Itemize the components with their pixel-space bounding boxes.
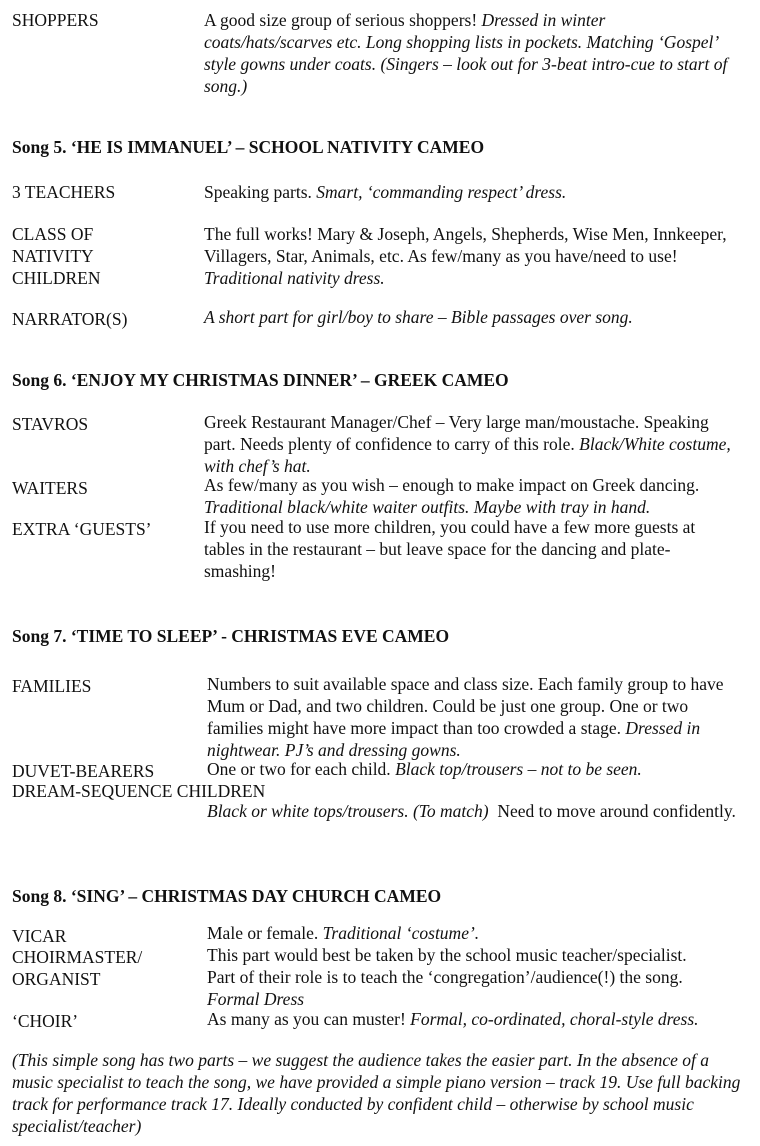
desc-shoppers — [204, 9, 734, 97]
desc-duvet-italic: Black top/trousers – not to be seen. — [395, 759, 642, 779]
role-choirmaster-organist — [12, 946, 142, 990]
role-class-line2: NATIVITY — [12, 246, 94, 266]
desc-stavros — [204, 411, 734, 477]
desc-class-plain: The full works! Mary & Joseph, Angels, Shepherds, Wise Men, Innkeeper, Villagers, Star, Animals, etc. As few/many as you have/need to use! — [204, 224, 727, 266]
desc-vicar — [207, 922, 737, 944]
role-families: FAMILIES — [12, 676, 92, 696]
desc-shoppers-italic: Dressed in winter coats/hats/scarves etc. Long shopping lists in pockets. Matching ‘Gospel’ style gowns under coats. (Singers – look out for 3-beat intro-cue to start of song.) — [204, 10, 728, 96]
desc-choirmaster-line2: Part of their role is to teach the ‘congregation’/audience(!) the song. — [207, 967, 683, 987]
role-choirmaster-line1: CHOIRMASTER/ — [12, 947, 143, 967]
desc-stavros-italic: Black/White costume, with chef’s hat. — [204, 434, 731, 476]
role-choir: ‘CHOIR’ — [12, 1011, 79, 1031]
desc-dream — [207, 800, 737, 822]
desc-choirmaster-line3: Formal Dress — [207, 989, 305, 1009]
song7-heading: Song 7. ‘TIME TO SLEEP’ - CHRISTMAS EVE CAMEO — [12, 626, 450, 646]
role-waiters: WAITERS — [12, 478, 88, 498]
role-stavros: STAVROS — [12, 414, 89, 434]
desc-families-plain: Numbers to suit available space and class size. Each family group to have Mum or Dad, and two children. Could be just one group. One or two families might have more impact than too crowded a stage. — [207, 674, 724, 738]
desc-vicar-plain: Male or female. — [207, 923, 323, 943]
role-extra-guests: EXTRA ‘GUESTS’ — [12, 519, 152, 539]
role-narrator: NARRATOR(S) — [12, 309, 128, 329]
role-class-line1: CLASS OF — [12, 224, 94, 244]
song6-heading: Song 6. ‘ENJOY MY CHRISTMAS DINNER’ – GREEK CAMEO — [12, 370, 509, 390]
role-shoppers: SHOPPERS — [12, 10, 99, 30]
desc-duvet — [207, 758, 737, 780]
role-duvet-bearers: DUVET-BEARERS — [12, 761, 155, 781]
role-class-of-nativity-children — [12, 223, 100, 289]
song8-heading: Song 8. ‘SING’ – CHRISTMAS DAY CHURCH CAMEO — [12, 886, 442, 906]
desc-waiters — [204, 474, 734, 518]
desc-dream-italic: Black or white tops/trousers. (To match) — [207, 801, 489, 821]
desc-choirmaster — [207, 944, 752, 1010]
desc-families — [207, 673, 737, 761]
desc-choir — [207, 1008, 752, 1030]
footnote: (This simple song has two parts – we suggest the audience takes the easier part. In the absence of a music specialist to teach the song, we have provided a simple piano version – track 19. Use full backing track for performance track 17. Ideally conducted by confident child – otherwise by school music specialist/teacher) — [12, 1050, 741, 1136]
desc-stavros-plain: Greek Restaurant Manager/Chef – Very large man/moustache. Speaking part. Needs plenty of confidence to carry of this role. — [204, 412, 709, 454]
role-choirmaster-line2: ORGANIST — [12, 969, 101, 989]
role-3-teachers: 3 TEACHERS — [12, 182, 116, 202]
song5-heading: Song 5. ‘HE IS IMMANUEL’ – SCHOOL NATIVITY CAMEO — [12, 137, 485, 157]
desc-teachers-italic: Smart, ‘commanding respect’ dress. — [316, 182, 567, 202]
desc-duvet-plain: One or two for each child. — [207, 759, 396, 779]
desc-class-italic: Traditional nativity dress. — [204, 268, 385, 288]
desc-waiters-italic: Traditional black/white waiter outfits. Maybe with tray in hand. — [204, 497, 651, 517]
role-class-line3: CHILDREN — [12, 268, 101, 288]
desc-narrator-italic: A short part for girl/boy to share – Bible passages over song. — [204, 307, 633, 327]
role-vicar: VICAR — [12, 926, 67, 946]
desc-teachers-plain: Speaking parts. — [204, 182, 317, 202]
desc-dream-plain: Need to move around confidently. — [488, 801, 736, 821]
role-dream-sequence-children: DREAM-SEQUENCE CHILDREN — [12, 781, 266, 801]
desc-choir-italic: Formal, co-ordinated, choral-style dress. — [410, 1009, 699, 1029]
desc-teachers — [204, 181, 734, 203]
desc-vicar-italic: Traditional ‘costume’. — [322, 923, 480, 943]
desc-waiters-plain: As few/many as you wish – enough to make impact on Greek dancing. — [204, 475, 700, 495]
desc-choir-plain: As many as you can muster! — [207, 1009, 411, 1029]
desc-families-italic: Dressed in nightwear. PJ’s and dressing gowns. — [207, 718, 701, 760]
desc-guests: If you need to use more children, you could have a few more guests at tables in the restaurant – but leave space for the dancing and plate-smashing! — [204, 517, 696, 581]
desc-class — [204, 223, 734, 289]
desc-shoppers-plain: A good size group of serious shoppers! — [204, 10, 482, 30]
desc-choirmaster-line1: This part would best be taken by the school music teacher/specialist. — [207, 945, 687, 965]
desc-narrator — [204, 306, 734, 328]
